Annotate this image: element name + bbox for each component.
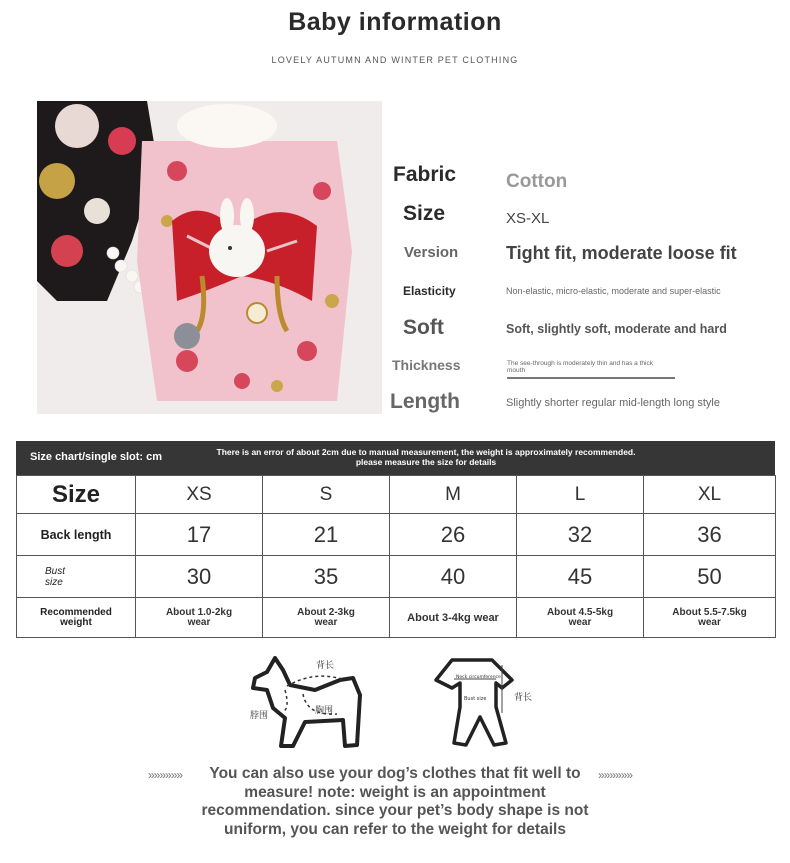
size-chart [16,441,775,638]
page-title: Baby information [288,8,502,36]
dog-back-label: 背长 [316,661,335,671]
weight-line1: About 5.5-7.5kg [672,606,747,618]
size-table [16,475,776,638]
back-length-cell: 26 [390,514,517,556]
thickness-underline [507,377,675,379]
dog-chest-label: 胸围 [315,706,334,716]
weight-line2: wear [568,616,592,628]
soft-value: Soft, slightly soft, moderate and hard [506,322,727,336]
elasticity-label: Elasticity [403,284,456,298]
bust-cell: 30 [136,556,263,598]
bust-label-line2: size [45,576,63,588]
garment-back-label: 背长 [514,693,533,703]
fabric-value: Cotton [506,171,568,192]
soft-label: Soft [403,316,444,339]
back-length-label: Back length [17,514,136,556]
elasticity-value: Non-elastic, micro-elastic, moderate and super-elastic [506,286,721,296]
weight-cell [390,598,517,638]
bust-cell: 50 [644,556,776,598]
bust-cell: 45 [517,556,644,598]
table-row-weight [17,598,776,638]
bust-label-line1: Bust [45,565,66,577]
weight-line1: About 1.0-2kg [165,606,233,618]
weight-line2: wear [314,616,338,628]
weight-line2: wear [187,616,211,628]
arrows-right: »»»»»» [598,768,633,782]
weight-line1: About 2-3kg [297,606,355,618]
bust-cell: 35 [263,556,390,598]
garment-bust-label: Bust size [464,696,487,702]
weight-line2: wear [698,616,721,628]
table-row-back-length [17,514,776,556]
page-subtitle: LOVELY AUTUMN AND WINTER PET CLOTHING [271,55,519,65]
table-row-size [17,476,776,514]
garment-measurement-diagram [430,655,535,750]
product-photo [37,101,382,414]
footer-line: measure! note: weight is an appointment [244,783,546,801]
length-label: Length [390,390,460,413]
size-cell: XS [136,476,263,514]
size-chart-header [16,441,775,475]
back-length-cell: 21 [263,514,390,556]
weight-label-line2: weight [60,616,92,628]
size-cell: M [390,476,517,514]
dog-neck-label: 脖围 [250,711,269,721]
bust-cell: 40 [390,556,517,598]
footer-line: You can also use your dog’s clothes that fit well to [209,765,581,782]
size-value: XS-XL [506,210,550,227]
dog-measurement-diagram [245,650,375,755]
thickness-label: Thickness [392,357,461,373]
weight-label-line1: Recommended [40,606,112,618]
footer-line: uniform, you can refer to the weight for details [224,820,566,838]
footer-line: recommendation. since your pet’s body shape is not [201,802,589,819]
weight-cell [517,598,644,638]
weight-line1: About 3-4kg wear [407,611,499,624]
garment-neck-label: Neck circumference [456,675,501,680]
size-chart-note: There is an error of about 2cm due to manual measurement, the weight is approximately recommended. please measure the size for details [216,447,636,467]
weight-cell [263,598,390,638]
bust-label [17,556,136,598]
size-cell: L [517,476,644,514]
weight-cell [136,598,263,638]
back-length-cell: 32 [517,514,644,556]
footer-note [140,765,650,839]
size-cell: S [263,476,390,514]
arrows-left: »»»»»» [148,768,183,782]
thickness-value: The see-through is moderately thin and has a thick mouth [507,360,653,374]
weight-label [17,598,136,638]
size-label: Size [403,202,446,225]
weight-cell [644,598,776,638]
length-value: Slightly shorter regular mid-length long style [506,397,720,409]
back-length-cell: 36 [644,514,776,556]
version-value: Tight fit, moderate loose fit [506,243,737,263]
table-row-bust [17,556,776,598]
fabric-label: Fabric [393,163,457,186]
back-length-cell: 17 [136,514,263,556]
size-row-label: Size [17,476,136,514]
weight-line1: About 4.5-5kg [546,606,614,618]
size-chart-title: Size chart/single slot: cm [30,451,163,463]
version-label: Version [404,244,459,261]
size-cell: XL [644,476,776,514]
